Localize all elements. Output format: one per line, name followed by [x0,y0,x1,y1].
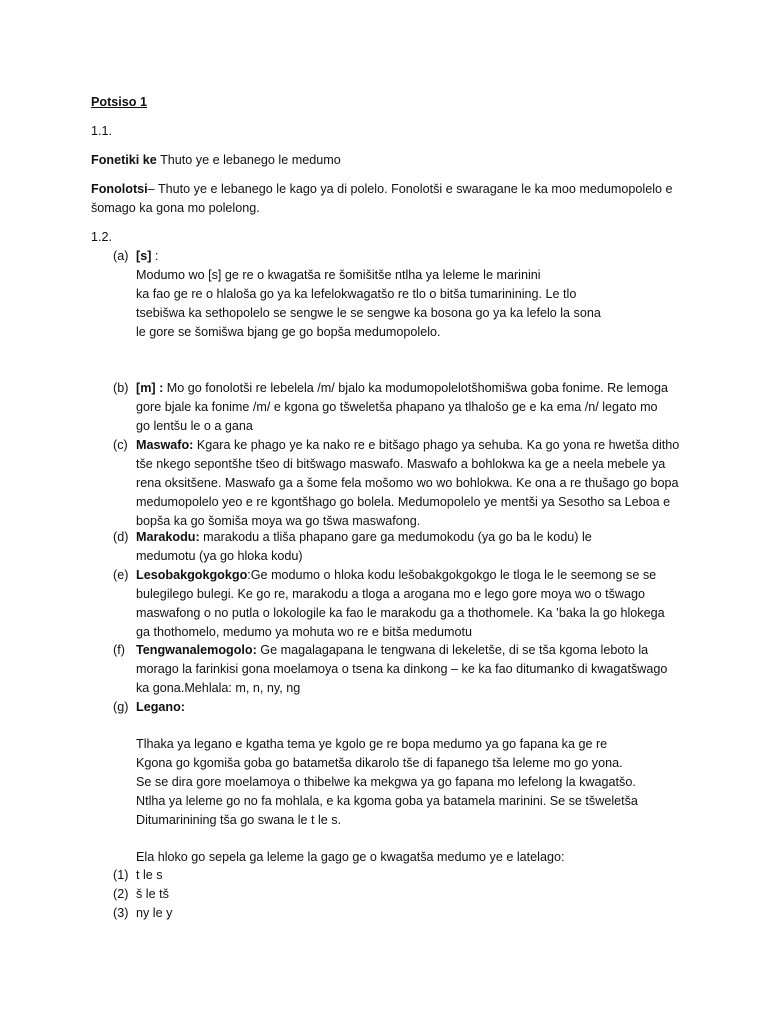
item-e-first: :Ge modumo o hloka kodu lešobakgokgokgo le tloga le le seemong se se [247,568,657,582]
item-d-first-line [136,528,592,546]
example-text: t le s [136,868,163,882]
item-g-heading [136,698,185,716]
item-b-first-line [136,379,668,397]
question-number-1-1: 1.1. [91,124,113,138]
item-f-term: Tengwanalemogolo: [136,643,257,657]
item-b-line: go lentšu le o a gana [136,419,253,433]
item-c-first: Kgara ke phago ye ka nako re e bitšago phago ya sehuba. Ka go yona re hwetša ditho [193,438,680,452]
item-d-line: medumotu (ya go hloka kodu) [136,549,303,563]
fonolotsi-term: Fonolotsi [91,182,148,196]
legano-line: Se se dira gore moelamoya o thibelwe ka mekgwa ya go fapana mo lefelong la kwagatšo. [136,775,636,789]
fonolotsi-text: – Thuto ye e lebanego le kago ya di polelo. Fonolotši e swaragane le ka moo medumopolelo e [147,182,673,196]
item-a-line: Modumo wo [s] ge re o kwagatša re šomišitše ntlha ya leleme le marinini [136,268,541,282]
item-b-line: gore bjale ka fonime /m/ e kgona go tšweletša phapano ya tlhalošo ge e ka ema /n/ legato mo [136,400,658,414]
item-a-heading [136,247,158,265]
item-f-line: morago la farinkisi gona moelamoya o tsena ka dinkong – ke ka fao ditumanko di kwagatšwago [136,662,668,676]
item-a-line: tsebišwa ka sethopolelo se sengwe le se sengwe ka bosona go ya ka lefelo la sona [136,306,601,320]
item-e-line: bulegilego bulegi. Ke go re, marakodu a tloga a arogana mo e lego gore moya wo o tšwago [136,587,645,601]
example-marker: (1) [113,868,129,882]
item-e-first-line [136,566,656,584]
legano-line: Kgona go kgomiša goba go batametša dikarolo tše di fapanego tša leleme mo go yona. [136,756,623,770]
item-g-term: Legano: [136,700,185,714]
fonetiki-definition [91,151,341,169]
item-c-line: tše nkego sepontšhe tšeo di bitšwago maswafo. Maswafo a bohlokwa ka ge a neela mebele ya [136,457,666,471]
item-c-line: bopša ka go šomiša moya wa go tšwa maswafong. [136,514,421,528]
item-marker-g: (g) [113,700,129,714]
question-number-1-2: 1.2. [91,230,113,244]
item-b-term: [m] : [136,381,164,395]
item-c-term: Maswafo: [136,438,194,452]
fonetiki-term: Fonetiki ke [91,153,157,167]
item-e-line: maswafong o no putla o lokologile ka fao le marakodu ga a thothomele. Ka ’baka la go hlokega [136,606,665,620]
example-marker: (3) [113,906,129,920]
item-e-line: ga thothomelo, medumo ya mohuta wo re e bitša medumotu [136,625,473,639]
example-text: ny le y [136,906,173,920]
item-d-term: Marakodu: [136,530,200,544]
item-marker-b: (b) [113,381,129,395]
legano-line: Ntlha ya leleme go no fa mohlala, e ka kgoma goba ya batamela marinini. Se se tšweletša [136,794,638,808]
item-c-first-line [136,436,679,454]
example-marker: (2) [113,887,129,901]
item-a-line: le gore se šomišwa bjang ge go bopša medumopolelo. [136,325,441,339]
item-marker-e: (e) [113,568,129,582]
fonolotsi-definition-line-1 [91,180,673,198]
item-a-line: ka fao ge re o hlaloša go ya ka lefelokwagatšo re tlo o bitša tumarinining. Le tlo [136,287,577,301]
item-marker-c: (c) [113,438,128,452]
item-f-first-line [136,641,648,659]
item-marker-a: (a) [113,249,129,263]
item-b-first: Mo go fonolotši re lebelela /m/ bjalo ka modumopolelotšhomišwa goba fonime. Re lemoga [163,381,669,395]
item-f-first: Ge magalagapana le tengwana di lekeletše, di se tša kgoma leboto la [256,643,649,657]
section-heading: Potsiso 1 [91,95,147,109]
item-e-term: Lesobakgokgokgo [136,568,248,582]
example-intro: Ela hloko go sepela ga leleme la gago ge o kwagatša medumo ye e latelago: [136,850,565,864]
item-a-term: [s] [136,249,152,263]
item-marker-d: (d) [113,530,129,544]
example-text: š le tš [136,887,169,901]
fonolotsi-definition-line-2: šomago ka gona mo polelong. [91,201,260,215]
item-c-line: rena oksitšene. Maswafo ga a šome fela mošomo wo wo bohlokwa. Ke ona a re thušago go bopa [136,476,679,490]
item-d-first: marakodu a tliša phapano gare ga medumokodu (ya go ba le kodu) le [199,530,592,544]
item-f-line: ka gona.Mehlala: m, n, ny, ng [136,681,301,695]
item-c-line: medumopolelo yeo e re kgontšhago go bolela. Medumopolelo ye mentši ya Sesotho sa Leboa e [136,495,671,509]
legano-line: Ditumarinining tša go swana le t le s. [136,813,342,827]
item-marker-f: (f) [113,643,125,657]
fonetiki-text: Thuto ye e lebanego le medumo [156,153,341,167]
item-a-after: : [151,249,159,263]
legano-line: Tlhaka ya legano e kgatha tema ye kgolo ge re bopa medumo ya go fapana ka ge re [136,737,608,751]
